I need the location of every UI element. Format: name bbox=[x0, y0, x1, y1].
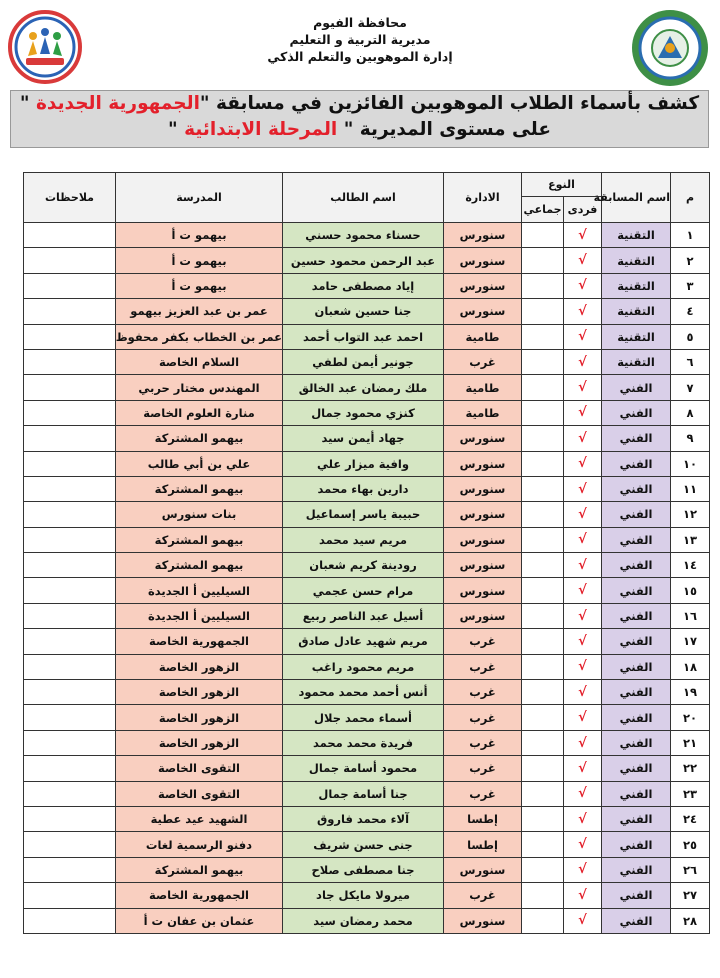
school-cell: بيهمو المشتركة bbox=[116, 426, 283, 451]
notes-cell bbox=[24, 832, 116, 857]
group-cell bbox=[522, 578, 564, 603]
col-header-individual: فردى bbox=[564, 197, 602, 223]
student-name-cell: جنى حسن شريف bbox=[283, 832, 444, 857]
row-number: ١٦ bbox=[671, 603, 710, 628]
individual-check: √ bbox=[564, 324, 602, 349]
table-row bbox=[24, 476, 710, 501]
school-cell: الجمهورية الخاصة bbox=[116, 629, 283, 654]
table-row bbox=[24, 680, 710, 705]
group-cell bbox=[522, 299, 564, 324]
table-row bbox=[24, 553, 710, 578]
individual-check: √ bbox=[564, 578, 602, 603]
table-row bbox=[24, 806, 710, 831]
notes-cell bbox=[24, 476, 116, 501]
competition-cell: الفني bbox=[602, 705, 671, 730]
notes-cell bbox=[24, 527, 116, 552]
col-header-type: النوع bbox=[522, 173, 602, 197]
student-name-cell: أسماء محمد جلال bbox=[283, 705, 444, 730]
competition-cell: الفني bbox=[602, 400, 671, 425]
row-number: ٢٤ bbox=[671, 806, 710, 831]
school-cell: دفنو الرسمية لغات bbox=[116, 832, 283, 857]
row-number: ٢ bbox=[671, 248, 710, 273]
individual-check: √ bbox=[564, 680, 602, 705]
table-row bbox=[24, 756, 710, 781]
student-name-cell: وافية ميزار علي bbox=[283, 451, 444, 476]
notes-cell bbox=[24, 629, 116, 654]
col-header-num: م bbox=[671, 173, 710, 223]
student-name-cell: حسناء محمود حسني bbox=[283, 223, 444, 248]
admin-cell: سنورس bbox=[444, 908, 522, 933]
competition-cell: التقنية bbox=[602, 248, 671, 273]
individual-check: √ bbox=[564, 832, 602, 857]
document-title bbox=[10, 90, 709, 148]
group-cell bbox=[522, 426, 564, 451]
notes-cell bbox=[24, 248, 116, 273]
notes-cell bbox=[24, 502, 116, 527]
col-header-notes: ملاحظات bbox=[24, 173, 116, 223]
group-cell bbox=[522, 806, 564, 831]
group-cell bbox=[522, 883, 564, 908]
school-cell: الجمهورية الخاصة bbox=[116, 883, 283, 908]
group-cell bbox=[522, 908, 564, 933]
student-name-cell: جونير أيمن لطفي bbox=[283, 349, 444, 374]
student-name-cell: مرام حسن عجمي bbox=[283, 578, 444, 603]
group-cell bbox=[522, 451, 564, 476]
row-number: ١٣ bbox=[671, 527, 710, 552]
student-name-cell: دارين بهاء محمد bbox=[283, 476, 444, 501]
student-name-cell: أنس أحمد محمد محمود bbox=[283, 680, 444, 705]
col-header-admin: الادارة bbox=[444, 173, 522, 223]
row-number: ٣ bbox=[671, 273, 710, 298]
individual-check: √ bbox=[564, 451, 602, 476]
school-cell: بيهمو المشتركة bbox=[116, 476, 283, 501]
admin-cell: غرب bbox=[444, 654, 522, 679]
row-number: ١٨ bbox=[671, 654, 710, 679]
header-block bbox=[230, 14, 490, 65]
competition-cell: الفني bbox=[602, 578, 671, 603]
school-cell: عمر بن الخطاب بكفر محفوظ bbox=[116, 324, 283, 349]
notes-cell bbox=[24, 806, 116, 831]
competition-cell: الفني bbox=[602, 629, 671, 654]
group-cell bbox=[522, 349, 564, 374]
admin-cell: غرب bbox=[444, 730, 522, 755]
row-number: ١٥ bbox=[671, 578, 710, 603]
notes-cell bbox=[24, 299, 116, 324]
individual-check: √ bbox=[564, 248, 602, 273]
school-cell: السيليين أ الجديدة bbox=[116, 578, 283, 603]
competition-cell: الفني bbox=[602, 426, 671, 451]
individual-check: √ bbox=[564, 756, 602, 781]
notes-cell bbox=[24, 375, 116, 400]
table-row bbox=[24, 248, 710, 273]
row-number: ٢٨ bbox=[671, 908, 710, 933]
governorate-label: محافظة الفيوم bbox=[313, 15, 407, 30]
group-cell bbox=[522, 654, 564, 679]
school-cell: بيهمو المشتركة bbox=[116, 857, 283, 882]
school-cell: المهندس مختار حربي bbox=[116, 375, 283, 400]
school-cell: بيهمو المشتركة bbox=[116, 527, 283, 552]
winners-table bbox=[23, 172, 710, 934]
individual-check: √ bbox=[564, 476, 602, 501]
competition-cell: الفني bbox=[602, 806, 671, 831]
admin-cell: سنورس bbox=[444, 578, 522, 603]
admin-cell: غرب bbox=[444, 756, 522, 781]
student-name-cell: إياد مصطفى حامد bbox=[283, 273, 444, 298]
competition-cell: الفني bbox=[602, 527, 671, 552]
competition-cell: التقنية bbox=[602, 273, 671, 298]
student-name-cell: جنا أسامة جمال bbox=[283, 781, 444, 806]
table-row bbox=[24, 223, 710, 248]
table-body bbox=[24, 223, 710, 934]
directorate-label: مديرية التربية و التعليم bbox=[289, 32, 431, 47]
table-row bbox=[24, 908, 710, 933]
student-name-cell: مريم شهيد عادل صادق bbox=[283, 629, 444, 654]
row-number: ٨ bbox=[671, 400, 710, 425]
student-name-cell: عبد الرحمن محمود حسين bbox=[283, 248, 444, 273]
admin-cell: سنورس bbox=[444, 273, 522, 298]
col-header-student: اسم الطالب bbox=[283, 173, 444, 223]
competition-cell: الفني bbox=[602, 680, 671, 705]
row-number: ١٧ bbox=[671, 629, 710, 654]
admin-cell: طامية bbox=[444, 375, 522, 400]
competition-cell: التقنية bbox=[602, 324, 671, 349]
col-header-group: جماعي bbox=[522, 197, 564, 223]
admin-cell: سنورس bbox=[444, 603, 522, 628]
notes-cell bbox=[24, 324, 116, 349]
individual-check: √ bbox=[564, 857, 602, 882]
school-cell: الزهور الخاصة bbox=[116, 680, 283, 705]
notes-cell bbox=[24, 273, 116, 298]
school-cell: بيهمو ت أ bbox=[116, 223, 283, 248]
individual-check: √ bbox=[564, 705, 602, 730]
table-row bbox=[24, 400, 710, 425]
student-name-cell: احمد عبد التواب أحمد bbox=[283, 324, 444, 349]
school-cell: السيليين أ الجديدة bbox=[116, 603, 283, 628]
group-cell bbox=[522, 553, 564, 578]
student-name-cell: كنزي محمود جمال bbox=[283, 400, 444, 425]
administration-label: إدارة الموهوبين والتعلم الذكي bbox=[267, 49, 453, 64]
group-cell bbox=[522, 248, 564, 273]
student-name-cell: آلاء محمد فاروق bbox=[283, 806, 444, 831]
notes-cell bbox=[24, 603, 116, 628]
row-number: ٦ bbox=[671, 349, 710, 374]
group-cell bbox=[522, 730, 564, 755]
student-name-cell: جهاد أيمن سيد bbox=[283, 426, 444, 451]
stage-name: المرحلة الابتدائية bbox=[184, 119, 338, 140]
admin-cell: إطسا bbox=[444, 832, 522, 857]
col-header-competition: اسم المسابقة bbox=[602, 173, 671, 223]
row-number: ٢٢ bbox=[671, 756, 710, 781]
admin-cell: غرب bbox=[444, 349, 522, 374]
student-name-cell: محمود أسامة جمال bbox=[283, 756, 444, 781]
notes-cell bbox=[24, 426, 116, 451]
group-cell bbox=[522, 324, 564, 349]
individual-check: √ bbox=[564, 527, 602, 552]
row-number: ١ bbox=[671, 223, 710, 248]
table-row bbox=[24, 273, 710, 298]
competition-cell: الفني bbox=[602, 451, 671, 476]
row-number: ٩ bbox=[671, 426, 710, 451]
row-number: ١٩ bbox=[671, 680, 710, 705]
student-name-cell: فريدة محمد محمد bbox=[283, 730, 444, 755]
table-row bbox=[24, 451, 710, 476]
notes-cell bbox=[24, 857, 116, 882]
group-cell bbox=[522, 629, 564, 654]
group-cell bbox=[522, 273, 564, 298]
admin-cell: طامية bbox=[444, 324, 522, 349]
school-cell: عثمان بن عفان ت أ bbox=[116, 908, 283, 933]
row-number: ٤ bbox=[671, 299, 710, 324]
title-quote: " bbox=[168, 119, 178, 140]
individual-check: √ bbox=[564, 883, 602, 908]
school-cell: علي بن أبي طالب bbox=[116, 451, 283, 476]
notes-cell bbox=[24, 223, 116, 248]
school-cell: بيهمو ت أ bbox=[116, 273, 283, 298]
student-name-cell: محمد رمضان سيد bbox=[283, 908, 444, 933]
school-cell: التقوى الخاصة bbox=[116, 756, 283, 781]
notes-cell bbox=[24, 578, 116, 603]
competition-cell: الفني bbox=[602, 730, 671, 755]
admin-cell: طامية bbox=[444, 400, 522, 425]
individual-check: √ bbox=[564, 629, 602, 654]
notes-cell bbox=[24, 730, 116, 755]
title-line-1 bbox=[11, 91, 708, 117]
individual-check: √ bbox=[564, 299, 602, 324]
student-name-cell: مريم سيد محمد bbox=[283, 527, 444, 552]
school-cell: الزهور الخاصة bbox=[116, 654, 283, 679]
group-cell bbox=[522, 223, 564, 248]
group-cell bbox=[522, 476, 564, 501]
notes-cell bbox=[24, 654, 116, 679]
ministry-of-education-logo bbox=[628, 8, 712, 88]
admin-cell: غرب bbox=[444, 705, 522, 730]
admin-cell: سنورس bbox=[444, 451, 522, 476]
row-number: ٢٧ bbox=[671, 883, 710, 908]
notes-cell bbox=[24, 349, 116, 374]
table-row bbox=[24, 832, 710, 857]
individual-check: √ bbox=[564, 781, 602, 806]
notes-cell bbox=[24, 680, 116, 705]
student-name-cell: ملك رمضان عبد الخالق bbox=[283, 375, 444, 400]
individual-check: √ bbox=[564, 603, 602, 628]
table-row bbox=[24, 781, 710, 806]
notes-cell bbox=[24, 705, 116, 730]
row-number: ١٢ bbox=[671, 502, 710, 527]
admin-cell: سنورس bbox=[444, 476, 522, 501]
school-cell: الشهيد عيد عطية bbox=[116, 806, 283, 831]
individual-check: √ bbox=[564, 375, 602, 400]
title-text: كشف بأسماء الطلاب الموهوبين الفائزين في مسابقة " bbox=[199, 93, 700, 114]
admin-cell: غرب bbox=[444, 883, 522, 908]
competition-cell: التقنية bbox=[602, 349, 671, 374]
school-cell: بنات سنورس bbox=[116, 502, 283, 527]
group-cell bbox=[522, 857, 564, 882]
competition-cell: الفني bbox=[602, 603, 671, 628]
individual-check: √ bbox=[564, 426, 602, 451]
individual-check: √ bbox=[564, 400, 602, 425]
table-row bbox=[24, 426, 710, 451]
school-cell: منارة العلوم الخاصة bbox=[116, 400, 283, 425]
table-row bbox=[24, 857, 710, 882]
competition-cell: التقنية bbox=[602, 223, 671, 248]
title-text: على مستوى المديرية " bbox=[343, 119, 551, 140]
row-number: ٢٠ bbox=[671, 705, 710, 730]
group-cell bbox=[522, 400, 564, 425]
row-number: ٢٣ bbox=[671, 781, 710, 806]
table-row bbox=[24, 299, 710, 324]
individual-check: √ bbox=[564, 273, 602, 298]
row-number: ٥ bbox=[671, 324, 710, 349]
row-number: ٢٦ bbox=[671, 857, 710, 882]
title-line-2 bbox=[11, 117, 708, 143]
competition-cell: التقنية bbox=[602, 299, 671, 324]
school-cell: السلام الخاصة bbox=[116, 349, 283, 374]
admin-cell: سنورس bbox=[444, 553, 522, 578]
table-row bbox=[24, 654, 710, 679]
competition-cell: الفني bbox=[602, 654, 671, 679]
group-cell bbox=[522, 502, 564, 527]
student-name-cell: جنا حسين شعبان bbox=[283, 299, 444, 324]
table-row bbox=[24, 324, 710, 349]
admin-cell: سنورس bbox=[444, 857, 522, 882]
group-cell bbox=[522, 756, 564, 781]
school-cell: الزهور الخاصة bbox=[116, 705, 283, 730]
group-cell bbox=[522, 527, 564, 552]
individual-check: √ bbox=[564, 349, 602, 374]
notes-cell bbox=[24, 883, 116, 908]
row-number: ١١ bbox=[671, 476, 710, 501]
admin-cell: سنورس bbox=[444, 527, 522, 552]
table-row bbox=[24, 375, 710, 400]
competition-cell: الفني bbox=[602, 908, 671, 933]
competition-cell: الفني bbox=[602, 756, 671, 781]
competition-cell: الفني bbox=[602, 553, 671, 578]
table-row bbox=[24, 603, 710, 628]
admin-cell: إطسا bbox=[444, 806, 522, 831]
admin-cell: سنورس bbox=[444, 248, 522, 273]
notes-cell bbox=[24, 451, 116, 476]
title-quote: " bbox=[19, 93, 30, 114]
competition-cell: الفني bbox=[602, 857, 671, 882]
individual-check: √ bbox=[564, 553, 602, 578]
individual-check: √ bbox=[564, 223, 602, 248]
group-cell bbox=[522, 375, 564, 400]
table-row bbox=[24, 349, 710, 374]
individual-check: √ bbox=[564, 908, 602, 933]
competition-cell: الفني bbox=[602, 832, 671, 857]
student-name-cell: ميرولا مايكل جاد bbox=[283, 883, 444, 908]
group-cell bbox=[522, 781, 564, 806]
competition-cell: الفني bbox=[602, 502, 671, 527]
row-number: ٢١ bbox=[671, 730, 710, 755]
student-name-cell: حبيبة ياسر إسماعيل bbox=[283, 502, 444, 527]
student-name-cell: رودينة كريم شعبان bbox=[283, 553, 444, 578]
admin-cell: غرب bbox=[444, 680, 522, 705]
talented-program-logo bbox=[6, 10, 84, 84]
school-cell: التقوى الخاصة bbox=[116, 781, 283, 806]
student-name-cell: مريم محمود راغب bbox=[283, 654, 444, 679]
individual-check: √ bbox=[564, 730, 602, 755]
notes-cell bbox=[24, 400, 116, 425]
table-row bbox=[24, 527, 710, 552]
competition-cell: الفني bbox=[602, 375, 671, 400]
notes-cell bbox=[24, 781, 116, 806]
admin-cell: سنورس bbox=[444, 223, 522, 248]
col-header-school: المدرسة bbox=[116, 173, 283, 223]
school-cell: عمر بن عبد العزيز بيهمو bbox=[116, 299, 283, 324]
student-name-cell: أسيل عبد الناصر ربيع bbox=[283, 603, 444, 628]
notes-cell bbox=[24, 553, 116, 578]
competition-name: الجمهورية الجديدة bbox=[35, 93, 200, 114]
notes-cell bbox=[24, 908, 116, 933]
competition-cell: الفني bbox=[602, 781, 671, 806]
table-row bbox=[24, 883, 710, 908]
individual-check: √ bbox=[564, 654, 602, 679]
school-cell: بيهمو ت أ bbox=[116, 248, 283, 273]
group-cell bbox=[522, 832, 564, 857]
group-cell bbox=[522, 680, 564, 705]
individual-check: √ bbox=[564, 502, 602, 527]
competition-cell: الفني bbox=[602, 883, 671, 908]
admin-cell: سنورس bbox=[444, 426, 522, 451]
admin-cell: سنورس bbox=[444, 299, 522, 324]
admin-cell: سنورس bbox=[444, 502, 522, 527]
row-number: ٧ bbox=[671, 375, 710, 400]
table-row bbox=[24, 705, 710, 730]
individual-check: √ bbox=[564, 806, 602, 831]
notes-cell bbox=[24, 756, 116, 781]
row-number: ٢٥ bbox=[671, 832, 710, 857]
table-row bbox=[24, 629, 710, 654]
school-cell: بيهمو المشتركة bbox=[116, 553, 283, 578]
student-name-cell: جنا مصطفى صلاح bbox=[283, 857, 444, 882]
competition-cell: الفني bbox=[602, 476, 671, 501]
admin-cell: غرب bbox=[444, 781, 522, 806]
group-cell bbox=[522, 603, 564, 628]
row-number: ١٠ bbox=[671, 451, 710, 476]
table-row bbox=[24, 730, 710, 755]
row-number: ١٤ bbox=[671, 553, 710, 578]
table-row bbox=[24, 578, 710, 603]
admin-cell: غرب bbox=[444, 629, 522, 654]
group-cell bbox=[522, 705, 564, 730]
school-cell: الزهور الخاصة bbox=[116, 730, 283, 755]
table-row bbox=[24, 502, 710, 527]
